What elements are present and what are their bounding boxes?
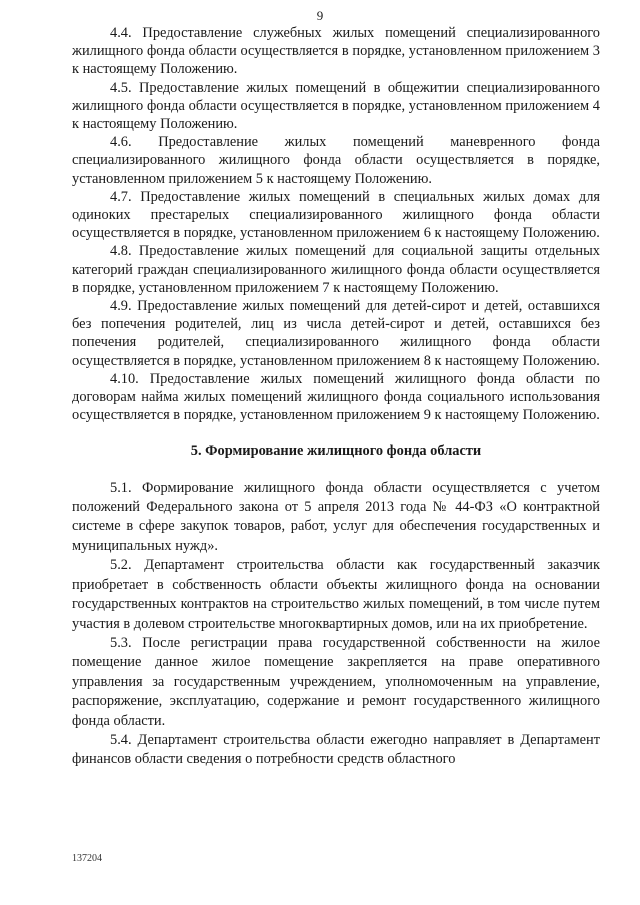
paragraph-4-8: 4.8. Предоставление жилых помещений для социальной защиты отдельных категорий граждан специализированного жилищного фонда области осуществляется в порядке, установленном приложением 7 к настоящему Положению.: [72, 243, 600, 296]
paragraph-5-2: 5.2. Департамент строительства области как государственный заказчик приобретает в собственность области объекты жилищного фонда на основании государственных контрактов на строительство жилых помещений, в том числе путем участия в долевом строительстве многоквартирных домов, или на их приобретение.: [72, 557, 600, 632]
paragraph-4-5: 4.5. Предоставление жилых помещений в общежитии специализированного жилищного фонда области осуществляется в порядке, установленном приложением 4 к настоящему Положению.: [72, 79, 600, 133]
section-heading: 5. Формирование жилищного фонда области: [190, 443, 482, 460]
paragraph-4-6: 4.6. Предоставление жилых помещений маневренного фонда специализированного жилищного фонда области осуществляется в порядке, установленном приложением 5 к настоящему Положению.: [72, 134, 600, 187]
document-code: 137204: [72, 853, 102, 864]
paragraph-4-10: 4.10. Предоставление жилых помещений жилищного фонда области по договорам найма жилых помещений жилищного фонда социального использования осуществляется в порядке, установленном приложением 9 к настоящему Положению.: [72, 370, 600, 424]
page-number: 9: [316, 8, 324, 23]
paragraph-5-4: 5.4. Департамент строительства области ежегодно направляет в Департамент финансов области сведения о потребности средств областного: [72, 731, 600, 768]
paragraph-5-1: 5.1. Формирование жилищного фонда области осуществляется с учетом положений Федерального закона от 5 апреля 2013 года № 44-ФЗ «О контрактной системе в сфере закупок товаров, работ, услуг для обеспечения государственных и муниципальных нужд».: [72, 479, 600, 554]
paragraph-4-7: 4.7. Предоставление жилых помещений в специальных жилых домах для одиноких престарелых специализированного жилищного фонда области осуществляется в порядке, установленном приложением 6 к настоящему Положению.: [72, 188, 600, 242]
paragraph-4-9: 4.9. Предоставление жилых помещений для детей-сирот и детей, оставшихся без попечения родителей, лиц из числа детей-сирот и детей, оставшихся без попечения родителей, специализированного жилищного фонда области осуществляется в порядке, установленном приложением 8 к настоящему Положению.: [72, 298, 600, 369]
document-body: [72, 24, 600, 770]
paragraph-4-4: 4.4. Предоставление служебных жилых помещений специализированного жилищного фонда области осуществляется в порядке, установленном приложением 3 к настоящему Положению.: [72, 25, 600, 78]
section-5-block: [72, 479, 600, 770]
paragraph-5-3: 5.3. После регистрации права государственной собственности на жилое помещение данное жилое помещение закрепляется на праве оперативного управления за государственным учреждением, уполномоченным на управление, распоряжение, эксплуатацию, содержание и ремонт государственного жилищного фонда области.: [72, 634, 600, 729]
